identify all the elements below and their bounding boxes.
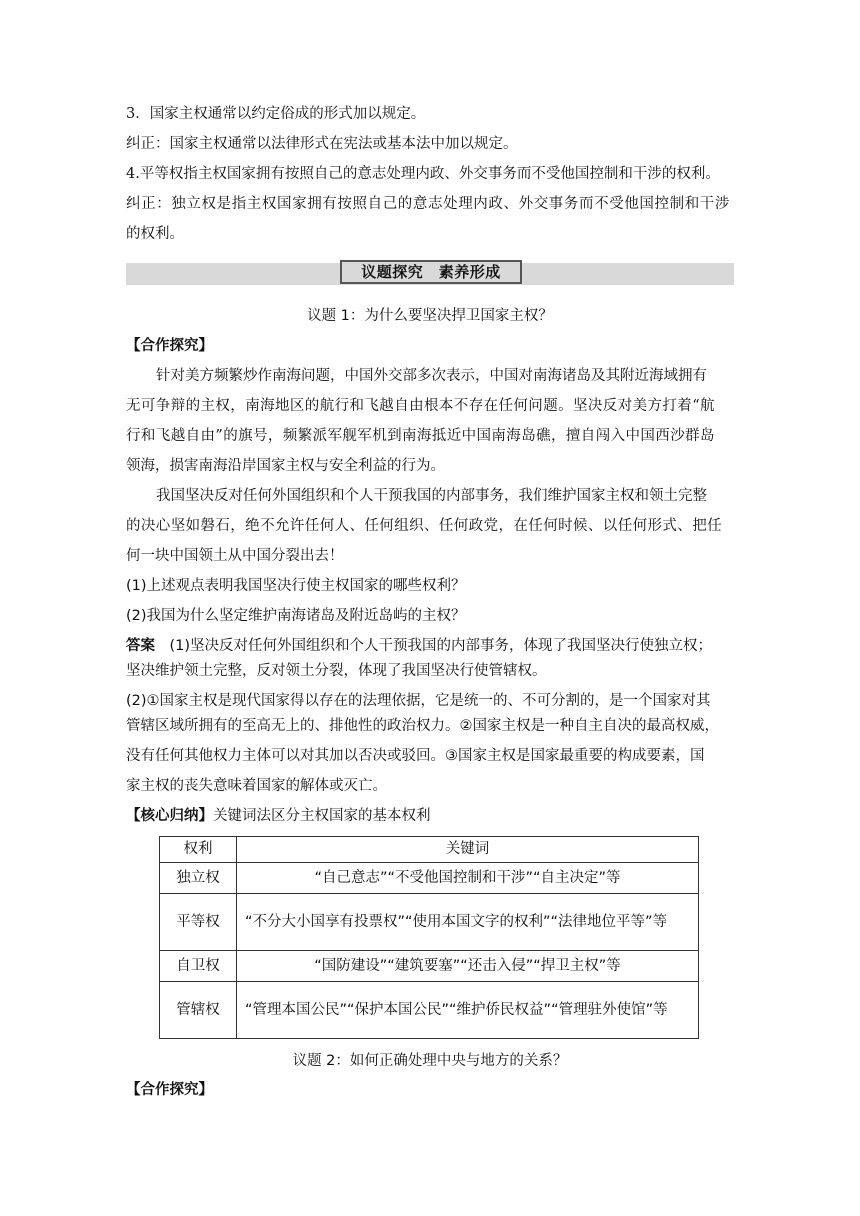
answer-label: 答案 bbox=[126, 638, 155, 654]
para2-line2: 的决心坚如磐石，绝不允许任何人、任何组织、任何政党，在任何时候、以任何形式、把任 bbox=[126, 518, 722, 534]
answer2-line3: 没有任何其他权力主体可以对其加以否决或驳回。③国家主权是国家最重要的构成要素，国 bbox=[126, 748, 705, 764]
table-cell-right: 管辖权 bbox=[160, 982, 237, 1039]
item-3: 3．国家主权通常以约定俗成的形式加以规定。 bbox=[126, 106, 426, 122]
topic-1-heading: 议题 1：为什么要坚决捍卫国家主权？ bbox=[307, 308, 553, 324]
section-banner bbox=[126, 263, 734, 285]
table-cell-right: 自卫权 bbox=[160, 951, 237, 982]
table-row bbox=[160, 894, 699, 951]
answer2-line4: 家主权的丧失意味着国家的解体或灭亡。 bbox=[126, 778, 387, 794]
answer2-line2: 管辖区域所拥有的至高无上的、排他性的政治权力。②国家主权是一种自主自决的最高权威， bbox=[126, 718, 719, 734]
para2-line1: 我国坚决反对任何外国组织和个人干预我国的内部事务，我们维护国家主权和领土完整 bbox=[156, 488, 707, 504]
table-cell-right: 独立权 bbox=[160, 863, 237, 894]
core-summary-line bbox=[126, 806, 431, 826]
para1-line3: 行和飞越自由”的旗号，频繁派军舰军机到南海抵近中国南海岛礁，擅自闯入中国西沙群岛 bbox=[126, 428, 715, 444]
coop-explore-label: 【合作探究】 bbox=[126, 338, 213, 354]
core-summary-label: 【核心归纳】 bbox=[126, 808, 213, 824]
para1-line4: 领海，损害南海沿岸国家主权与安全利益的行为。 bbox=[126, 458, 445, 474]
para1-line1: 针对美方频繁炒作南海问题，中国外交部多次表示，中国对南海诸岛及其附近海域拥有 bbox=[156, 368, 707, 384]
answer-line2: 坚决维护领土完整，反对领土分裂，体现了我国坚决行使管辖权。 bbox=[126, 663, 547, 679]
table-cell-keywords: “国防建设”“建筑要塞”“还击入侵”“捍卫主权”等 bbox=[237, 951, 699, 982]
rights-keyword-table bbox=[159, 836, 699, 1039]
para2-line3: 何一块中国领土从中国分裂出去！ bbox=[126, 548, 344, 564]
core-summary-title: 关键词法区分主权国家的基本权利 bbox=[213, 808, 431, 824]
table-row bbox=[160, 863, 699, 894]
table-row bbox=[160, 951, 699, 982]
topic-2-heading: 议题 2：如何正确处理中央与地方的关系？ bbox=[292, 1053, 568, 1069]
table-row bbox=[160, 982, 699, 1039]
answer-1-text: (1)坚决反对任何外国组织和个人干预我国的内部事务，体现了我国坚决行使独立权； bbox=[155, 638, 713, 654]
answer2-line1: (2)①国家主权是现代国家得以存在的法理依据，它是统一的、不可分割的，是一个国家对其 bbox=[126, 693, 711, 709]
coop-explore-label-2: 【合作探究】 bbox=[126, 1082, 213, 1098]
answer-line1 bbox=[126, 636, 712, 656]
table-header-cell: 关键词 bbox=[237, 837, 699, 863]
table-cell-keywords: “管理本国公民”“保护本国公民”“维护侨民权益”“管理驻外使馆”等 bbox=[237, 982, 699, 1039]
item-4-correction: 纠正：独立权是指主权国家拥有按照自己的意志处理内政、外交事务而不受他国控制和干涉 bbox=[126, 196, 730, 212]
item-4-correction-cont: 的权利。 bbox=[126, 226, 184, 242]
item-4: 4.平等权指主权国家拥有按照自己的意志处理内政、外交事务而不受他国控制和干涉的权利。 bbox=[126, 166, 720, 182]
section-banner-title: 议题探究 素养形成 bbox=[340, 260, 522, 284]
table-cell-keywords: “不分大小国享有投票权”“使用本国文字的权利”“法律地位平等”等 bbox=[237, 894, 699, 951]
table-header-cell: 权利 bbox=[160, 837, 237, 863]
question-2: (2)我国为什么坚定维护南海诸岛及附近岛屿的主权？ bbox=[126, 608, 466, 624]
item-3-correction: 纠正：国家主权通常以法律形式在宪法或基本法中加以规定。 bbox=[126, 136, 518, 152]
table-header-row bbox=[160, 837, 699, 863]
para1-line2: 无可争辩的主权，南海地区的航行和飞越自由根本不存在任何问题。坚决反对美方打着“航 bbox=[126, 398, 715, 414]
question-1: (1)上述观点表明我国坚决行使主权国家的哪些权利？ bbox=[126, 578, 466, 594]
table-cell-right: 平等权 bbox=[160, 894, 237, 951]
table-cell-keywords: “自己意志”“不受他国控制和干涉”“自主决定”等 bbox=[237, 863, 699, 894]
